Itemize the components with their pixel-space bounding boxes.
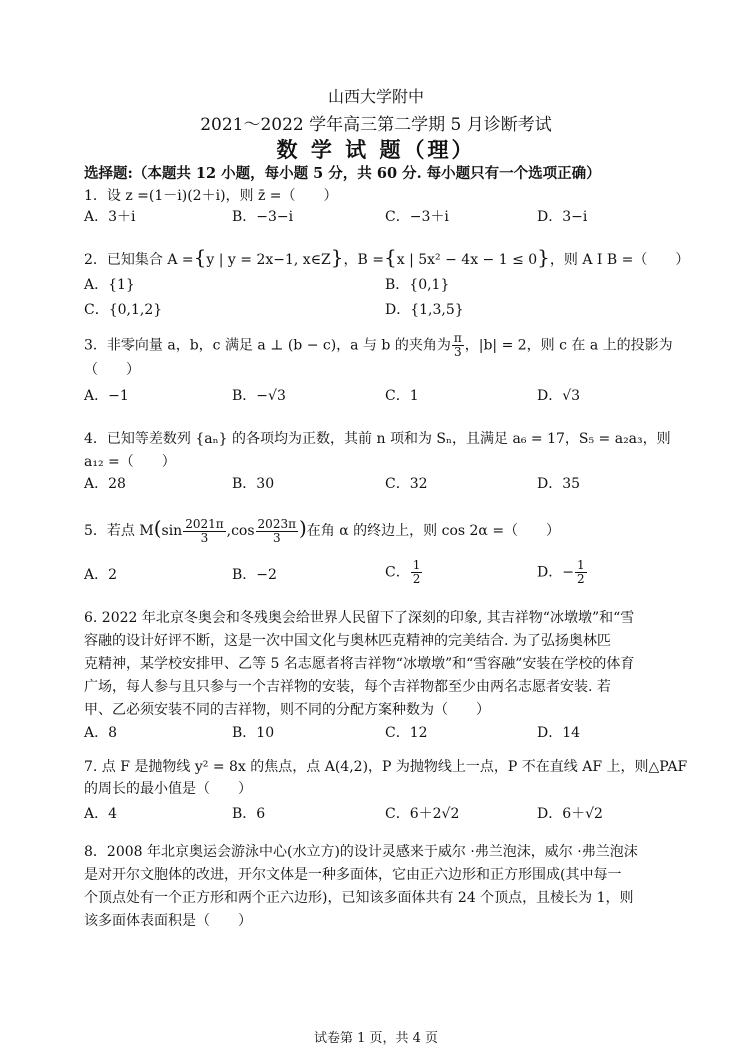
q4-option-b: B．30 bbox=[232, 476, 275, 492]
page-footer: 试卷第 1 页，共 4 页 bbox=[313, 1031, 439, 1046]
question-4-stem-cont: a₁₂ =（ ） bbox=[84, 454, 176, 470]
question-2-stem: 2．已知集合 A ={y | y = 2x−1, x∈Z}，B ={x | 5x² − 4x − 1 ≤ 0}，则 A I B =（ ） bbox=[84, 245, 690, 269]
subject-title: 数 学 试 题（理） bbox=[276, 137, 476, 162]
q4-option-a: A．28 bbox=[84, 476, 126, 492]
question-7-stem-cont: 的周长的最小值是（ ） bbox=[84, 781, 252, 797]
question-4-stem: 4．已知等差数列 {aₙ} 的各项均为正数，其前 n 项和为 Sₙ，且满足 a₆ = 17，S₅ = a₂a₃，则 bbox=[84, 431, 671, 447]
q2-option-b: B．{0,1} bbox=[385, 277, 450, 293]
q3-option-b: B．−√3 bbox=[232, 388, 286, 404]
q5-option-d: D．− $\frac{1}{2}$ bbox=[537, 558, 585, 586]
set-a: y | y = 2x−1, x∈Z bbox=[206, 252, 331, 268]
cos-fraction: $\frac{2023\pi}{3}$ bbox=[257, 516, 296, 545]
q7-option-a: A．4 bbox=[84, 806, 118, 822]
question-7-stem: 7. 点 F 是抛物线 y² = 8x 的焦点，点 A(4,2)，P 为抛物线上一点，P 不在直线 AF 上，则△PAF bbox=[84, 759, 688, 775]
section-heading: 选择题:（本题共 12 小题，每小题 5 分，共 60 分. 每小题只有一个选项正确） bbox=[84, 165, 601, 182]
angle-fraction: $\frac{\pi}{3}$ bbox=[453, 331, 462, 359]
q6-option-b: B．10 bbox=[232, 725, 275, 741]
q7-option-b: B．6 bbox=[232, 806, 266, 822]
q3-option-a: A．−1 bbox=[84, 388, 129, 404]
question-8-line: 该多面体表面积是（ ） bbox=[84, 913, 252, 929]
q2-option-d: D．{1,3,5} bbox=[385, 302, 464, 318]
q6-option-a: A．8 bbox=[84, 725, 118, 741]
question-6-line: 容融的设计好评不断，这是一次中国文化与奥林匹克精神的完美结合. 为了弘扬奥林匹 bbox=[84, 633, 611, 649]
q2-option-c: C．{0,1,2} bbox=[84, 302, 163, 318]
question-5-stem: 5．若点 M(sin $\frac{2021\pi}{3}$ ,cos $\frac{2023\pi}{3}$ )在角 α 的终边上，则 cos 2α =（ ） bbox=[84, 516, 561, 545]
q5-option-a: A．2 bbox=[84, 567, 118, 583]
q4-option-d: D．35 bbox=[537, 476, 581, 492]
q3-option-c: C．1 bbox=[385, 388, 419, 404]
q1-option-b: B．−3−i bbox=[232, 209, 294, 225]
question-6-line: 6. 2022 年北京冬奥会和冬残奥会给世界人民留下了深刻的印象, 其吉祥物“冰墩墩”和“雪 bbox=[84, 610, 635, 626]
q2-option-a: A．{1} bbox=[84, 277, 135, 293]
q3-option-d: D．√3 bbox=[537, 388, 581, 404]
question-6-line: 广场，每人参与且只参与一个吉祥物的安装，每个吉祥物都至少由两名志愿者安装. 若 bbox=[84, 679, 611, 695]
q6-option-c: C．12 bbox=[385, 725, 428, 741]
q7-option-d: D．6＋√2 bbox=[537, 806, 603, 822]
q4-option-c: C．32 bbox=[385, 476, 428, 492]
question-8-line: 8．2008 年北京奥运会游泳中心(水立方)的设计灵感来于威尔 ·弗兰泡沫，威尔 ·弗兰泡沫 bbox=[84, 844, 638, 860]
q7-option-c: C．6＋2√2 bbox=[385, 806, 460, 822]
question-8-line: 个顶点处有一个正方形和两个正六边形)，已知该多面体共有 24 个顶点，且棱长为 1，则 bbox=[84, 890, 634, 906]
exam-title: 2021～2022 学年高三第二学期 5 月诊断考试 bbox=[200, 115, 552, 135]
set-b: x | 5x² − 4x − 1 ≤ 0 bbox=[396, 252, 538, 268]
question-6-line: 克精神，某学校安排甲、乙等 5 名志愿者将吉祥物“冰墩墩”和“雪容融”安装在学校的体育 bbox=[84, 656, 635, 672]
question-6-line: 甲、乙必须安装不同的吉祥物，则不同的分配方案种数为（ ） bbox=[84, 702, 490, 718]
question-8-line: 是对开尔文胞体的改进，开尔文体是一种多面体，它由正六边形和正方形围成(其中每一 bbox=[84, 867, 622, 883]
q1-option-d: D．3−i bbox=[537, 209, 588, 225]
q1-option-a: A．3＋i bbox=[84, 209, 136, 225]
question-1-stem: 1．设 z =(1－i)(2＋i)，则 z̄ =（ ） bbox=[84, 188, 338, 204]
question-3-stem: 3．非零向量 a，b，c 满足 a ⊥ (b − c)，a 与 b 的夹角为 $\frac{\pi}{3}$ ，|b| = 2，则 c 在 a 上的投影为 bbox=[84, 331, 673, 359]
q5-option-c: C． $\frac{1}{2}$ bbox=[385, 558, 421, 586]
q6-option-d: D．14 bbox=[537, 725, 581, 741]
school-name: 山西大学附中 bbox=[327, 87, 424, 106]
question-3-stem-cont: （ ） bbox=[84, 362, 140, 378]
q1-option-c: C．−3＋i bbox=[385, 209, 449, 225]
sin-fraction: $\frac{2021\pi}{3}$ bbox=[185, 516, 224, 545]
q5-option-b: B．−2 bbox=[232, 567, 277, 583]
